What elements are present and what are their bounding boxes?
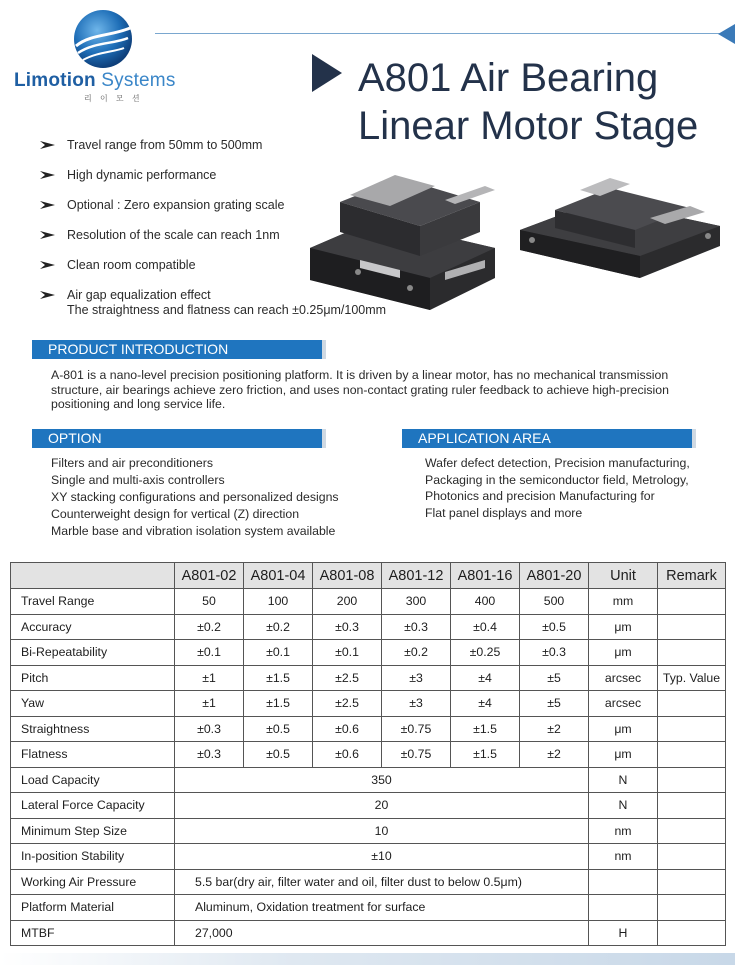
table-cell: ±0.3 <box>313 614 382 640</box>
table-row <box>11 589 726 615</box>
table-cell: ±3 <box>382 691 451 717</box>
unit-cell <box>589 869 658 895</box>
row-label-cell: Platform Material <box>11 895 175 921</box>
specification-table <box>10 562 726 946</box>
table-cell: ±0.75 <box>382 716 451 742</box>
unit-cell: nm <box>589 844 658 870</box>
table-cell <box>658 716 726 742</box>
section-header-application-area: APPLICATION AREA <box>402 429 692 448</box>
table-row <box>11 716 726 742</box>
table-cell: 200 <box>313 589 382 615</box>
table-cell <box>658 589 726 615</box>
table-row <box>11 742 726 768</box>
table-cell: μm <box>589 640 658 666</box>
table-cell: 350 <box>175 767 589 793</box>
row-label-cell: Accuracy <box>11 614 175 640</box>
table-cell: ±2 <box>520 742 589 768</box>
table-row <box>11 665 726 691</box>
table-row <box>11 691 726 717</box>
section-header-product-introduction: PRODUCT INTRODUCTION <box>32 340 322 359</box>
title-triangle-marker <box>312 54 342 92</box>
remark-cell <box>658 767 726 793</box>
option-list <box>51 455 339 540</box>
row-label-cell: Load Capacity <box>11 767 175 793</box>
table-cell: ±0.1 <box>244 640 313 666</box>
table-cell: 400 <box>451 589 520 615</box>
unit-cell <box>589 895 658 921</box>
application-list <box>425 455 690 521</box>
arrow-bullet-icon <box>40 291 55 299</box>
table-cell: ±0.3 <box>382 614 451 640</box>
table-row <box>11 920 726 946</box>
remark-cell <box>658 793 726 819</box>
option-item: Single and multi-axis controllers <box>51 473 225 487</box>
application-item: Packaging in the semiconductor field, Metrology, <box>425 472 689 487</box>
row-label-cell: Minimum Step Size <box>11 818 175 844</box>
option-item: Counterweight design for vertical (Z) direction <box>51 507 300 521</box>
table-header-cell: A801-16 <box>451 563 520 589</box>
feature-item: Air gap equalization effect The straightness and flatness can reach ±0.25μm/100mm <box>38 288 408 318</box>
table-row <box>11 793 726 819</box>
table-cell: ±0.6 <box>313 716 382 742</box>
table-cell: ±1 <box>175 691 244 717</box>
unit-cell: H <box>589 920 658 946</box>
table-cell: 50 <box>175 589 244 615</box>
table-cell: ±5 <box>520 691 589 717</box>
table-cell: arcsec <box>589 665 658 691</box>
unit-cell: N <box>589 767 658 793</box>
table-row <box>11 895 726 921</box>
table-cell: ±3 <box>382 665 451 691</box>
feature-item: Travel range from 50mm to 500mm <box>38 138 408 153</box>
table-cell: ±0.75 <box>382 742 451 768</box>
table-cell: ±0.4 <box>451 614 520 640</box>
table-cell: ±0.5 <box>520 614 589 640</box>
table-cell: ±2 <box>520 716 589 742</box>
feature-item: High dynamic performance <box>38 168 408 183</box>
arrow-bullet-icon <box>40 261 55 269</box>
table-cell: 5.5 bar(dry air, filter water and oil, filter dust to below 0.5μm) <box>175 869 589 895</box>
table-cell: ±1.5 <box>451 742 520 768</box>
table-row <box>11 614 726 640</box>
table-cell: ±1.5 <box>244 665 313 691</box>
table-row <box>11 869 726 895</box>
table-cell: ±0.5 <box>244 742 313 768</box>
table-row <box>11 640 726 666</box>
row-label-cell: Yaw <box>11 691 175 717</box>
table-header-cell <box>11 563 175 589</box>
table-cell: 27,000 <box>175 920 589 946</box>
remark-cell <box>658 895 726 921</box>
stage-right-graphic <box>520 178 720 278</box>
table-header-row <box>11 563 726 589</box>
application-item: Photonics and precision Manufacturing for <box>425 489 655 503</box>
table-cell <box>658 640 726 666</box>
row-label-cell: Travel Range <box>11 589 175 615</box>
table-cell: 100 <box>244 589 313 615</box>
application-item: Wafer defect detection, Precision manufacturing, <box>425 456 690 470</box>
option-item: XY stacking configurations and personalized designs <box>51 490 339 504</box>
table-cell: Typ. Value <box>658 665 726 691</box>
table-cell: ±0.3 <box>175 716 244 742</box>
table-header-cell: A801-08 <box>313 563 382 589</box>
table-cell: μm <box>589 716 658 742</box>
table-cell: 300 <box>382 589 451 615</box>
section-header-option: OPTION <box>32 429 322 448</box>
table-cell: ±1.5 <box>451 716 520 742</box>
table-cell: 20 <box>175 793 589 819</box>
remark-cell <box>658 844 726 870</box>
table-cell: ±0.6 <box>313 742 382 768</box>
table-cell: ±0.25 <box>451 640 520 666</box>
table-cell: ±2.5 <box>313 691 382 717</box>
arrow-bullet-icon <box>40 201 55 209</box>
feature-item: Clean room compatible <box>38 258 408 273</box>
table-header-cell: A801-02 <box>175 563 244 589</box>
table-cell: ±1.5 <box>244 691 313 717</box>
table-cell: ±0.1 <box>175 640 244 666</box>
table-row <box>11 818 726 844</box>
table-header-cell: Remark <box>658 563 726 589</box>
row-label-cell: Lateral Force Capacity <box>11 793 175 819</box>
table-cell <box>658 614 726 640</box>
table-row <box>11 844 726 870</box>
specification-table-body <box>11 589 726 946</box>
table-cell: ±10 <box>175 844 589 870</box>
table-cell: ±0.2 <box>244 614 313 640</box>
table-cell: ±0.5 <box>244 716 313 742</box>
option-item: Marble base and vibration isolation system available <box>51 524 336 538</box>
table-cell: ±4 <box>451 691 520 717</box>
company-logo-name: Limotion Systems <box>14 70 176 91</box>
arrow-bullet-icon <box>40 141 55 149</box>
table-cell: ±2.5 <box>313 665 382 691</box>
product-introduction-text: A-801 is a nano-level precision positioning platform. It is driven by a linear motor, has no mechanical transmission structure, air bearings achieve zero friction, and uses non-contact grating ruler feedback to achieve high-precision positioning and long service life. <box>51 368 669 411</box>
table-cell <box>658 691 726 717</box>
remark-cell <box>658 920 726 946</box>
table-cell: 500 <box>520 589 589 615</box>
table-cell: ±5 <box>520 665 589 691</box>
table-cell: μm <box>589 614 658 640</box>
table-cell: ±0.1 <box>313 640 382 666</box>
company-logo-korean: 리 이 모 션 <box>84 94 143 103</box>
bottom-decorative-strip <box>0 953 735 965</box>
unit-cell: N <box>589 793 658 819</box>
company-logo-globe <box>72 8 134 70</box>
row-label-cell: Flatness <box>11 742 175 768</box>
feature-item: Resolution of the scale can reach 1nm <box>38 228 408 243</box>
table-cell: arcsec <box>589 691 658 717</box>
header-divider <box>155 33 721 34</box>
table-row <box>11 767 726 793</box>
table-cell: Aluminum, Oxidation treatment for surface <box>175 895 589 921</box>
table-cell: ±4 <box>451 665 520 691</box>
arrow-bullet-icon <box>40 171 55 179</box>
header-triangle-marker <box>718 24 735 44</box>
remark-cell <box>658 869 726 895</box>
table-header-cell: Unit <box>589 563 658 589</box>
stage-left-graphic <box>310 175 495 310</box>
table-cell: ±0.2 <box>382 640 451 666</box>
row-label-cell: Working Air Pressure <box>11 869 175 895</box>
option-item: Filters and air preconditioners <box>51 456 213 470</box>
row-label-cell: MTBF <box>11 920 175 946</box>
table-cell: ±1 <box>175 665 244 691</box>
product-stage-image <box>310 160 725 330</box>
row-label-cell: Bi-Repeatability <box>11 640 175 666</box>
application-item: Flat panel displays and more <box>425 505 583 520</box>
row-label-cell: In-position Stability <box>11 844 175 870</box>
arrow-bullet-icon <box>40 231 55 239</box>
unit-cell: nm <box>589 818 658 844</box>
table-cell: ±0.2 <box>175 614 244 640</box>
row-label-cell: Pitch <box>11 665 175 691</box>
table-header-cell: A801-20 <box>520 563 589 589</box>
table-header-cell: A801-04 <box>244 563 313 589</box>
remark-cell <box>658 818 726 844</box>
table-cell: ±0.3 <box>520 640 589 666</box>
feature-item: Optional : Zero expansion grating scale <box>38 198 408 213</box>
table-cell: mm <box>589 589 658 615</box>
table-cell <box>658 742 726 768</box>
page-title: A801 Air Bearing Linear Motor Stage <box>358 56 699 148</box>
table-cell: 10 <box>175 818 589 844</box>
table-cell: ±0.3 <box>175 742 244 768</box>
table-cell: μm <box>589 742 658 768</box>
table-header-cell: A801-12 <box>382 563 451 589</box>
row-label-cell: Straightness <box>11 716 175 742</box>
